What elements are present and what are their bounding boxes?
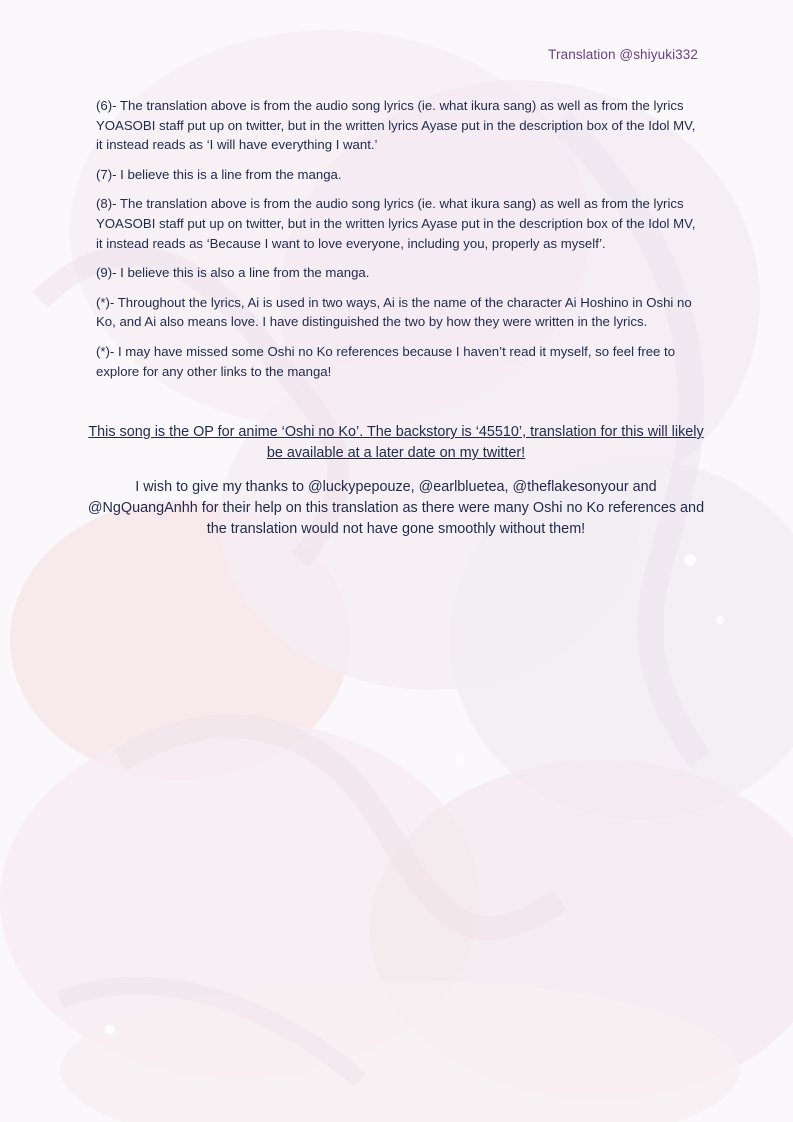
note-6: (6)- The translation above is from the audio song lyrics (ie. what ikura sang) as well as from the lyrics YOASOBI staff put up on twitter, but in the written lyrics Ayase put in the description box of the Idol MV, it instead reads as ‘I will have everything I want.’	[96, 98, 696, 153]
translation-credit: Translation @shiyuki332	[548, 47, 698, 62]
thanks-note: I wish to give my thanks to @luckypepouze, @earlbluetea, @theflakesonyour and @NgQuangAnhh for their help on this translation as there were many Oshi no Ko references and the translation would not have gone smoothly without them!	[87, 479, 705, 537]
op-note: This song is the OP for anime ‘Oshi no Ko’. The backstory is ‘45510’, translation for this will likely be available at a later date on my twitter!	[88, 424, 704, 461]
note-ai-usage: (*)- Throughout the lyrics, Ai is used in two ways, Ai is the name of the character Ai Hoshino in Oshi no Ko, and Ai also means love. I have distinguished the two by how they were written in the lyrics.	[96, 294, 692, 330]
note-references: (*)- I may have missed some Oshi no Ko references because I haven’t read it myself, so feel free to explore for any other links to the manga!	[96, 343, 676, 379]
note-7: (7)- I believe this is a line from the manga.	[96, 166, 342, 182]
note-9: (9)- I believe this is also a line from the manga.	[96, 265, 370, 281]
translation-notes	[96, 96, 700, 391]
note-8: (8)- The translation above is from the audio song lyrics (ie. what ikura sang) as well as from the lyrics YOASOBI staff put up on twitter, but in the written lyrics Ayase put in the description box of the Idol MV, it instead reads as ‘Because I want to love everyone, including you, properly as myself’.	[96, 196, 696, 251]
closing-section	[86, 422, 706, 540]
